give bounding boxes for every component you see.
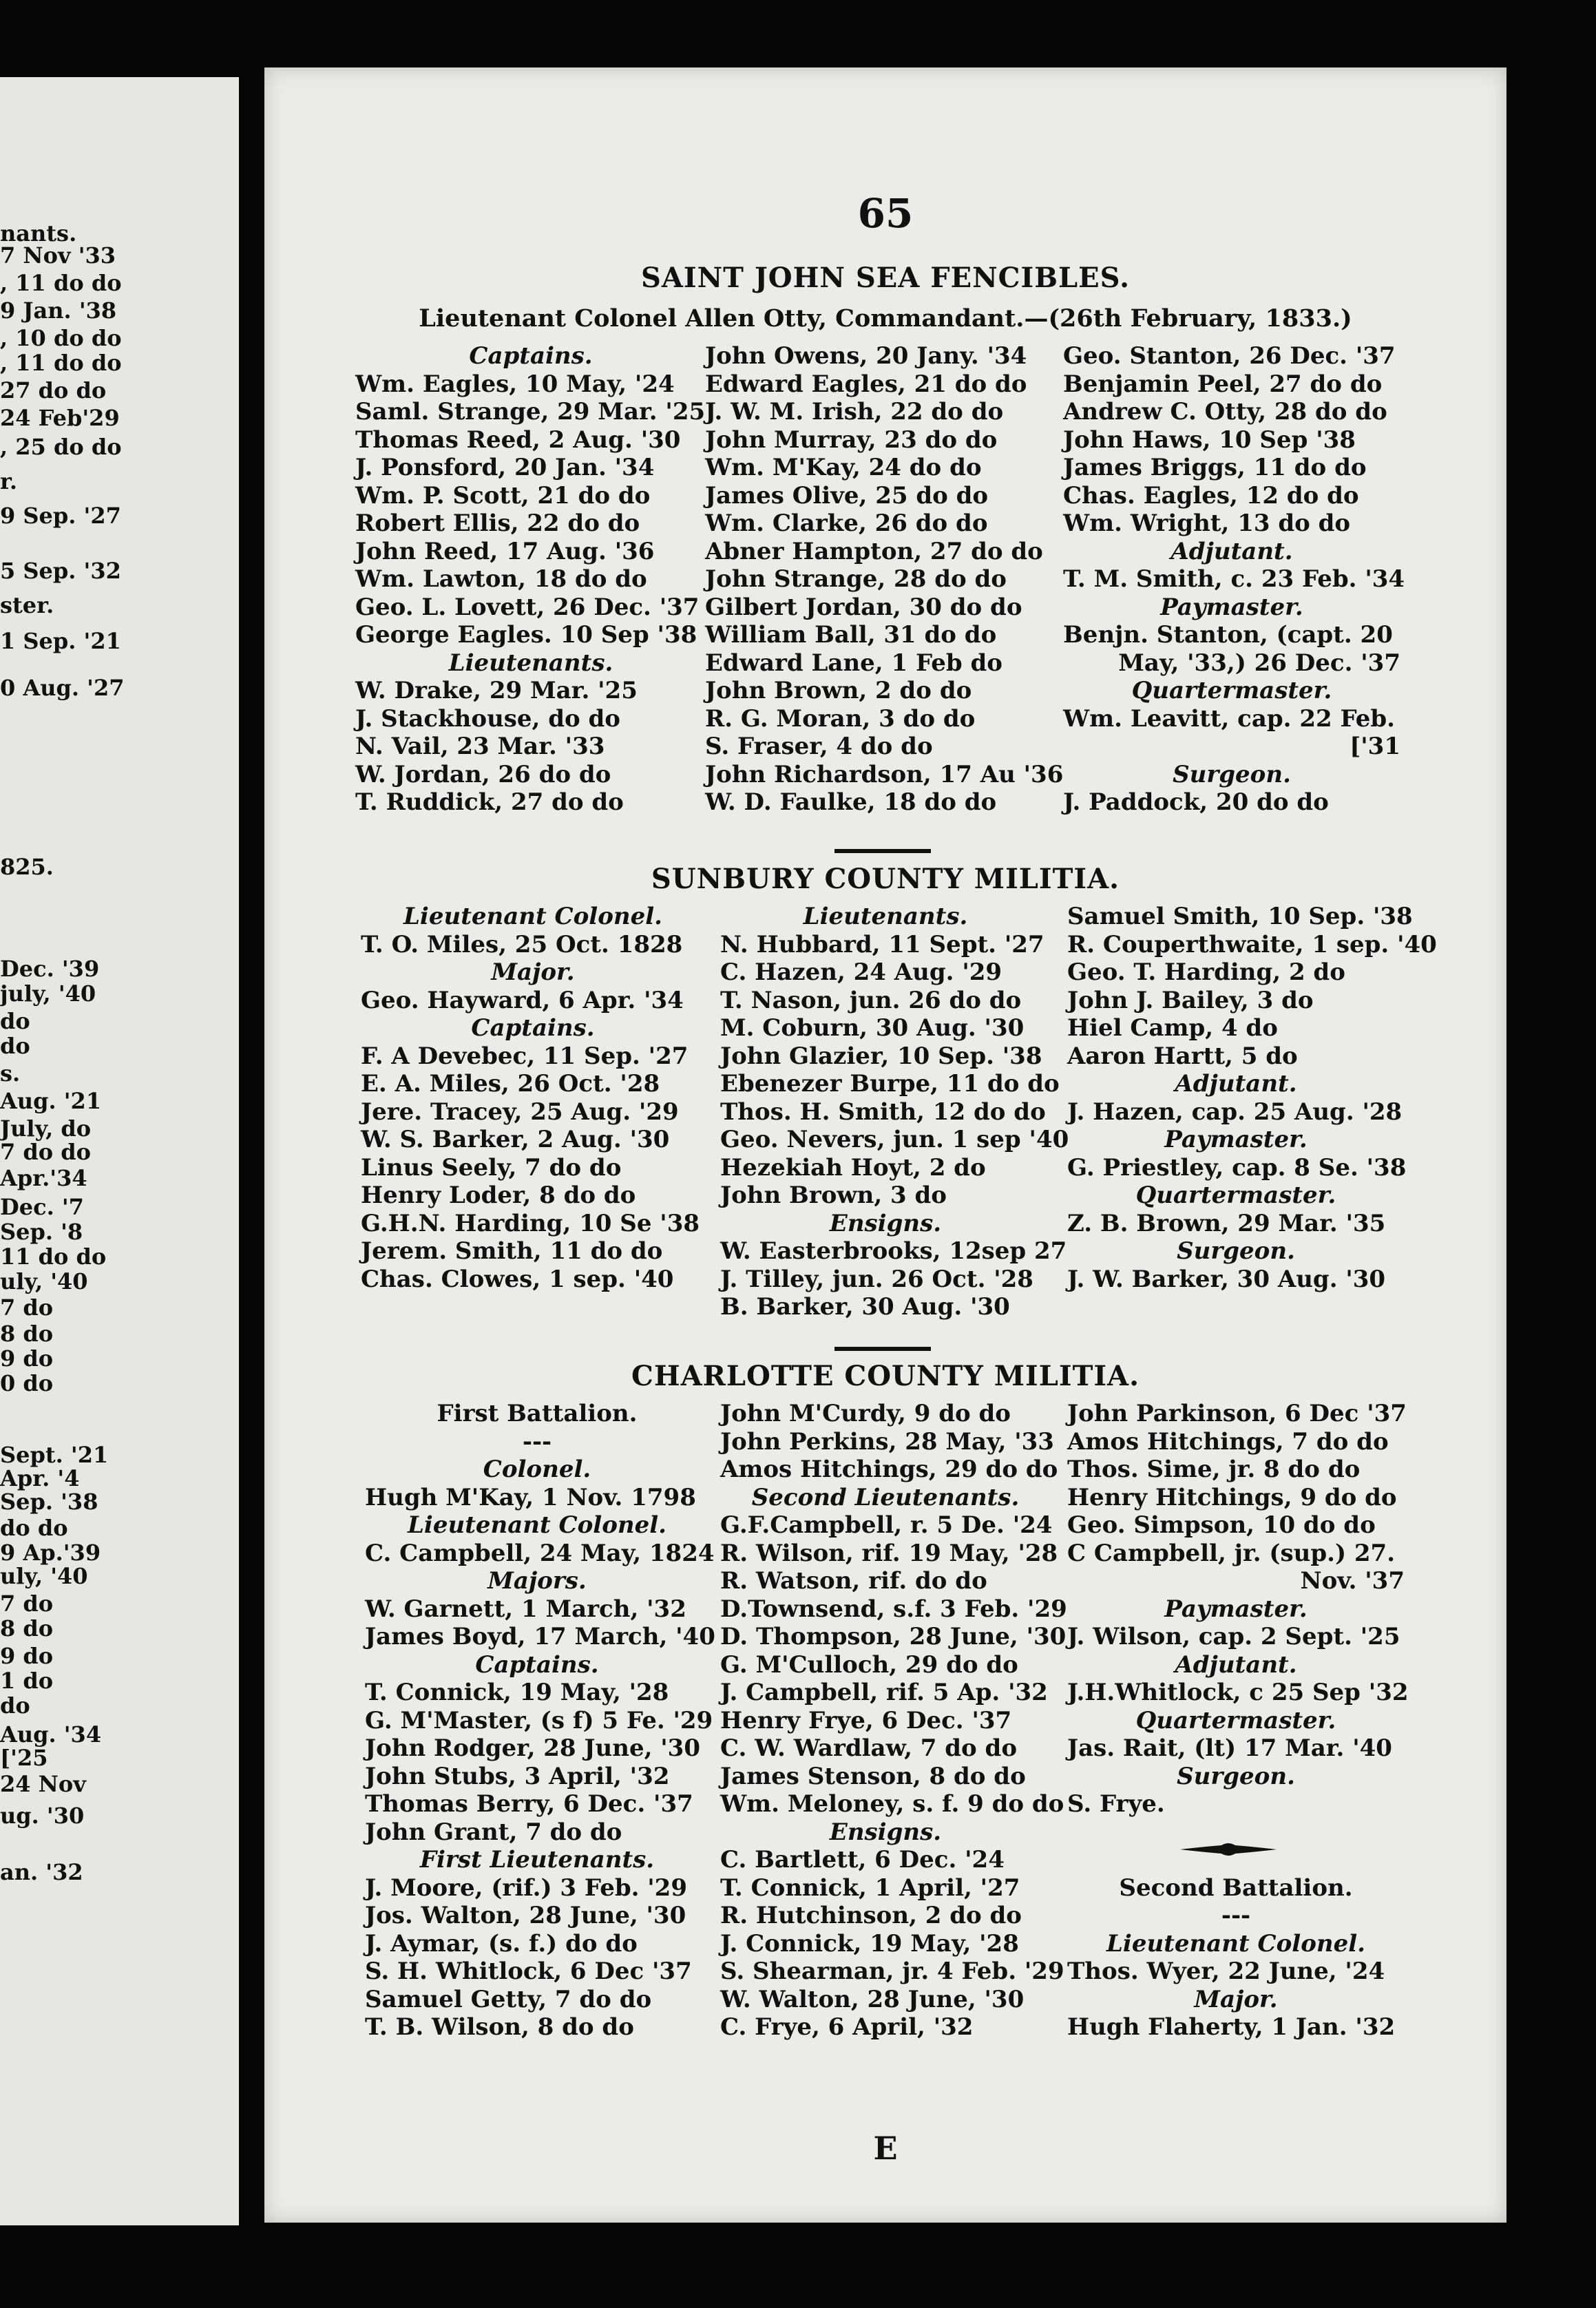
officer-entry: John Murray, 23 do do [705,426,998,454]
left-margin-fragment: r. [0,468,18,494]
rank-heading: Lieutenant Colonel. [1106,1929,1365,1958]
officer-entry: S. H. Whitlock, 6 Dec '37 [365,1958,692,1985]
battalion-heading: --- [1221,1902,1251,1929]
officer-entry: Andrew C. Otty, 28 do do [1063,398,1387,426]
section-title-sunbury: SUNBURY COUNTY MILITIA. [651,863,1120,895]
left-margin-fragment: do do [0,1515,68,1541]
left-margin-fragment: 11 do do [0,1244,107,1270]
rank-heading: Quartermaster. [1131,677,1332,704]
officer-entry: R. Hutchinson, 2 do do [720,1902,1022,1929]
officer-entry: C. W. Wardlaw, 7 do do [720,1734,1017,1762]
left-margin-fragment: 9 Sep. '27 [0,503,121,529]
ornamental-rule-icon [1180,1841,1277,1858]
left-margin-fragment: 24 Feb'29 [0,405,120,431]
officer-entry: D.Townsend, s.f. 3 Feb. '29 [720,1595,1067,1623]
left-margin-fragment: 8 do [0,1615,54,1641]
officer-entry: W. D. Faulke, 18 do do [705,788,997,816]
officer-entry: J. W. Barker, 30 Aug. '30 [1067,1265,1386,1293]
rank-heading: Majors. [487,1567,587,1595]
battalion-heading: Second Battalion. [1119,1874,1353,1902]
officer-entry: C Campbell, jr. (sup.) 27. [1067,1539,1396,1567]
officer-entry: S. Shearman, jr. 4 Feb. '29 [720,1958,1064,1985]
rank-heading: Second Lieutenants. [751,1483,1020,1511]
left-margin-fragment: s. [0,1060,21,1087]
sea-fencibles-column-1 [355,342,706,817]
officer-entry: John Rodger, 28 June, '30 [365,1734,700,1762]
officer-entry: Ebenezer Burpe, 11 do do [720,1070,1060,1098]
left-margin-fragment: an. '32 [0,1859,83,1885]
sunbury-column-1 [361,903,705,1293]
officer-entry: T. O. Miles, 25 Oct. 1828 [361,930,683,958]
officer-entry: Gilbert Jordan, 30 do do [705,593,1022,621]
left-margin-fragment: Sep. '38 [0,1489,98,1515]
officer-entry: Jere. Tracey, 25 Aug. '29 [361,1098,679,1126]
officer-entry: Linus Seely, 7 do do [361,1153,622,1182]
officer-entry: S. Fraser, 4 do do [705,733,933,760]
officer-entry: T. M. Smith, c. 23 Feb. '34 [1063,565,1405,593]
left-margin-fragment: do [0,1033,30,1059]
officer-entry: N. Hubbard, 11 Sept. '27 [720,930,1044,958]
left-margin-fragment: 5 Sep. '32 [0,558,121,584]
document-page [264,67,1506,2223]
officer-entry: J. Connick, 19 May, '28 [720,1929,1019,1958]
left-margin-fragment: 0 do [0,1370,54,1396]
officer-entry: John Grant, 7 do do [365,1818,622,1846]
rank-heading: Ensigns. [829,1818,942,1846]
left-margin-fragment: Dec. '7 [0,1194,84,1220]
officer-entry: R. G. Moran, 3 do do [705,704,976,733]
officer-entry: Abner Hampton, 27 do do [705,537,1043,565]
officer-entry: J. W. M. Irish, 22 do do [705,398,1004,426]
officer-entry: C. Bartlett, 6 Dec. '24 [720,1846,1005,1874]
officer-entry: Wm. Wright, 13 do do [1063,510,1351,537]
officer-entry: John Glazier, 10 Sep. '38 [720,1042,1042,1070]
section-title-charlotte: CHARLOTTE COUNTY MILITIA. [631,1360,1140,1392]
rank-heading: Lieutenant Colonel. [408,1511,666,1539]
officer-entry: Hugh Flaherty, 1 Jan. '32 [1067,2013,1396,2041]
officer-entry: Geo. Hayward, 6 Apr. '34 [361,986,684,1014]
officer-entry: Hugh M'Kay, 1 Nov. 1798 [365,1483,696,1511]
left-margin-fragment: Sept. '21 [0,1442,109,1468]
officer-entry: John M'Curdy, 9 do do [720,1400,1011,1427]
officer-entry: T. B. Wilson, 8 do do [365,2013,634,2041]
officer-entry-continuation: Nov. '37 [1300,1567,1405,1595]
officer-entry: T. Connick, 19 May, '28 [365,1679,669,1706]
left-margin-fragment: , 11 do do [0,350,122,376]
section-divider [834,1347,931,1351]
officer-entry: W. S. Barker, 2 Aug. '30 [361,1126,670,1153]
officer-entry: C. Hazen, 24 Aug. '29 [720,958,1002,986]
rank-heading: Quartermaster. [1135,1182,1336,1209]
officer-entry: John Strange, 28 do do [705,565,1007,593]
officer-entry: G. Priestley, cap. 8 Se. '38 [1067,1153,1407,1182]
officer-entry: Samuel Smith, 10 Sep. '38 [1067,903,1413,930]
page-number: 65 [857,190,914,237]
officer-entry: Benjamin Peel, 27 do do [1063,370,1383,398]
officer-entry: Chas. Eagles, 12 do do [1063,481,1359,510]
officer-entry: Geo. Nevers, jun. 1 sep '40 [720,1126,1069,1153]
sea-fencibles-column-3 [1063,342,1405,817]
officer-entry: John Parkinson, 6 Dec '37 [1067,1400,1407,1427]
rank-heading: Paymaster. [1164,1595,1308,1623]
officer-entry: Jerem. Smith, 11 do do [361,1237,663,1265]
officer-entry: James Briggs, 11 do do [1063,454,1367,481]
left-margin-fragment: 27 do do [0,377,107,403]
charlotte-column-3 [1067,1400,1409,2042]
officer-entry: S. Frye. [1067,1790,1165,1818]
battalion-heading: --- [522,1427,552,1456]
left-margin-fragment: Aug. '21 [0,1088,102,1114]
left-margin-fragment: Sep. '8 [0,1219,83,1245]
rank-heading: Paymaster. [1164,1126,1308,1153]
officer-entry: James Stenson, 8 do do [720,1762,1026,1790]
officer-entry: W. Drake, 29 Mar. '25 [355,677,638,704]
officer-entry: T. Ruddick, 27 do do [355,788,624,816]
left-margin-fragment: 825. [0,854,54,880]
rank-heading: Captains. [469,342,593,370]
left-margin-fragment: uly, '40 [0,1563,88,1589]
section-subtitle-sea-fencibles: Lieutenant Colonel Allen Otty, Commandant.—(26th February, 1833.) [419,304,1352,333]
officer-entry: R. Watson, rif. do do [720,1567,987,1595]
left-margin-fragment: , 25 do do [0,434,122,460]
section-divider [834,849,931,853]
left-margin-fragment: Apr. '4 [0,1465,80,1491]
rank-heading: Adjutant. [1170,537,1293,565]
left-margin-fragment: 24 Nov [0,1771,86,1797]
sunbury-column-2 [720,903,1069,1321]
officer-entry: Geo. L. Lovett, 26 Dec. '37 [355,593,700,621]
officer-entry: J. Paddock, 20 do do [1063,788,1329,816]
rank-heading: First Lieutenants. [419,1846,655,1874]
officer-entry: John Reed, 17 Aug. '36 [355,537,655,565]
officer-entry: Hezekiah Hoyt, 2 do [720,1153,986,1182]
officer-entry: Hiel Camp, 4 do [1067,1014,1278,1042]
officer-entry: J. Moore, (rif.) 3 Feb. '29 [365,1874,687,1902]
left-margin-fragment: 7 do do [0,1139,91,1165]
officer-entry: R. Wilson, rif. 19 May, '28 [720,1539,1058,1567]
rank-heading: Lieutenants. [448,649,613,677]
officer-entry: Henry Hitchings, 9 do do [1067,1483,1397,1511]
rank-heading: Adjutant. [1175,1070,1297,1098]
officer-entry: W. Garnett, 1 March, '32 [365,1595,686,1623]
officer-entry: C. Campbell, 24 May, 1824 [365,1539,715,1567]
officer-entry-continuation: May, '33,) 26 Dec. '37 [1118,649,1400,677]
charlotte-column-1 [365,1400,715,2042]
sunbury-column-3 [1067,903,1437,1293]
rank-heading: Surgeon. [1173,760,1291,788]
officer-entry: Wm. M'Kay, 24 do do [705,454,982,481]
officer-entry: G.F.Campbell, r. 5 De. '24 [720,1511,1053,1539]
officer-entry: Henry Loder, 8 do do [361,1182,636,1209]
officer-entry: D. Thompson, 28 June, '30 [720,1623,1067,1650]
officer-entry: Thos. Wyer, 22 June, '24 [1067,1958,1385,1985]
officer-entry: Edward Eagles, 21 do do [705,370,1027,398]
left-margin-fragment: 1 do [0,1668,54,1694]
officer-entry: Saml. Strange, 29 Mar. '25 [355,398,706,426]
officer-entry: James Boyd, 17 March, '40 [365,1623,715,1650]
left-margin-fragment: do [0,1692,30,1719]
officer-entry: Samuel Getty, 7 do do [365,1985,652,2013]
left-margin-fragment: july, '40 [0,980,96,1007]
officer-entry: Wm. Clarke, 26 do do [705,510,988,537]
left-margin-fragment: 9 Jan. '38 [0,297,117,324]
officer-entry: J. Campbell, rif. 5 Ap. '32 [720,1679,1048,1706]
rank-heading: Major. [1194,1985,1278,2013]
charlotte-column-2 [720,1400,1067,2042]
officer-entry: John Perkins, 28 May, '33 [720,1427,1054,1456]
left-margin-fragment: Apr.'34 [0,1165,87,1191]
officer-entry: N. Vail, 23 Mar. '33 [355,733,605,760]
rank-heading: Paymaster. [1160,593,1303,621]
officer-entry: F. A Devebec, 11 Sep. '27 [361,1042,689,1070]
rank-heading: Surgeon. [1177,1237,1295,1265]
left-margin-fragment: 7 do [0,1591,54,1617]
officer-entry: Chas. Clowes, 1 sep. '40 [361,1265,674,1293]
rank-heading: Quartermaster. [1135,1706,1336,1734]
officer-entry: Wm. P. Scott, 21 do do [355,481,651,510]
left-margin-fragment: uly, '40 [0,1268,88,1294]
rank-heading: Captains. [471,1014,595,1042]
officer-entry: James Olive, 25 do do [705,481,989,510]
officer-entry: T. Connick, 1 April, '27 [720,1874,1020,1902]
left-margin-fragment: 7 do [0,1294,54,1321]
officer-entry: G.H.N. Harding, 10 Se '38 [361,1209,700,1237]
officer-entry: T. Nason, jun. 26 do do [720,986,1022,1014]
officer-entry: John Brown, 3 do [720,1182,947,1209]
left-margin-fragment: 7 Nov '33 [0,242,116,269]
left-margin-fragment: nants. [0,220,77,246]
rank-heading: Surgeon. [1177,1762,1295,1790]
officer-entry: J. Stackhouse, do do [355,704,620,733]
officer-entry: Henry Frye, 6 Dec. '37 [720,1706,1012,1734]
officer-entry: J. Aymar, (s. f.) do do [365,1929,638,1958]
officer-entry: W. Jordan, 26 do do [355,760,611,788]
officer-entry: Wm. Meloney, s. f. 9 do do [720,1790,1064,1818]
officer-entry: Benjn. Stanton, (capt. 20 [1063,621,1393,649]
rank-heading: Ensigns. [829,1209,942,1237]
officer-entry: Amos Hitchings, 29 do do [720,1456,1058,1483]
officer-entry: Wm. Leavitt, cap. 22 Feb. [1063,704,1396,733]
rank-heading: Adjutant. [1175,1650,1297,1679]
battalion-heading: First Battalion. [437,1400,638,1427]
officer-entry: W. Walton, 28 June, '30 [720,1985,1025,2013]
officer-entry: William Ball, 31 do do [705,621,997,649]
left-margin-fragment: 1 Sep. '21 [0,628,121,654]
officer-entry: W. Easterbrooks, 12sep 27 [720,1237,1067,1265]
officer-entry: Jos. Walton, 28 June, '30 [365,1902,686,1929]
left-margin-fragment: 9 Ap.'39 [0,1540,101,1566]
officer-entry: M. Coburn, 30 Aug. '30 [720,1014,1025,1042]
left-margin-fragment: ug. '30 [0,1803,85,1829]
officer-entry: John J. Bailey, 3 do [1067,986,1314,1014]
officer-entry: Jas. Rait, (lt) 17 Mar. '40 [1067,1734,1392,1762]
officer-entry: John Richardson, 17 Au '36 [705,760,1064,788]
officer-entry: Robert Ellis, 22 do do [355,510,640,537]
rank-heading: Lieutenants. [803,903,968,930]
adjacent-page-fragment [0,77,239,2225]
officer-entry: Thomas Berry, 6 Dec. '37 [365,1790,693,1818]
officer-entry: Edward Lane, 1 Feb do [705,649,1002,677]
officer-entry: Z. B. Brown, 29 Mar. '35 [1067,1209,1386,1237]
officer-entry: John Haws, 10 Sep '38 [1063,426,1356,454]
officer-entry: Wm. Lawton, 18 do do [355,565,647,593]
officer-entry: Wm. Eagles, 10 May, '24 [355,370,675,398]
left-margin-fragment: ster. [0,592,54,618]
left-margin-fragment: 8 do [0,1321,54,1347]
officer-entry: Thos. H. Smith, 12 do do [720,1098,1046,1126]
officer-entry: C. Frye, 6 April, '32 [720,2013,974,2041]
officer-entry: G. M'Master, (s f) 5 Fe. '29 [365,1706,713,1734]
left-margin-fragment: 0 Aug. '27 [0,675,125,701]
officer-entry: E. A. Miles, 26 Oct. '28 [361,1070,660,1098]
left-margin-fragment: 9 do [0,1643,54,1669]
officer-entry: John Brown, 2 do do [705,677,972,704]
rank-heading: Major. [491,958,575,986]
rank-heading: Lieutenant Colonel. [403,903,662,930]
officer-entry: B. Barker, 30 Aug. '30 [720,1293,1010,1321]
sea-fencibles-column-2 [705,342,1064,817]
officer-entry: J. Wilson, cap. 2 Sept. '25 [1067,1623,1400,1650]
officer-entry: Geo. T. Harding, 2 do [1067,958,1345,986]
left-margin-fragment: , 11 do do [0,270,122,296]
printer-signature-mark: E [873,2130,898,2167]
left-margin-fragment: , 10 do do [0,325,122,351]
officer-entry: Geo. Simpson, 10 do do [1067,1511,1376,1539]
officer-entry-continuation: ['31 [1350,733,1400,760]
left-margin-fragment: ['25 [0,1745,48,1771]
officer-entry: Geo. Stanton, 26 Dec. '37 [1063,342,1396,370]
section-title-sea-fencibles: SAINT JOHN SEA FENCIBLES. [640,262,1131,294]
left-margin-fragment: Aug. '34 [0,1721,102,1748]
officer-entry: John Owens, 20 Jany. '34 [705,342,1027,370]
rank-heading: Captains. [475,1650,599,1679]
officer-entry: J.H.Whitlock, c 25 Sep '32 [1067,1679,1409,1706]
officer-entry: Amos Hitchings, 7 do do [1067,1427,1389,1456]
officer-entry: John Stubs, 3 April, '32 [365,1762,670,1790]
left-margin-fragment: Dec. '39 [0,956,100,982]
officer-entry: Aaron Hartt, 5 do [1067,1042,1298,1070]
officer-entry: Thomas Reed, 2 Aug. '30 [355,426,681,454]
rank-heading: Colonel. [483,1456,591,1483]
officer-entry: R. Couperthwaite, 1 sep. '40 [1067,930,1437,958]
officer-entry: George Eagles. 10 Sep '38 [355,621,697,649]
officer-entry: G. M'Culloch, 29 do do [720,1650,1018,1679]
officer-entry: J. Tilley, jun. 26 Oct. '28 [720,1265,1033,1293]
left-margin-fragment: do [0,1008,30,1034]
officer-entry: J. Ponsford, 20 Jan. '34 [355,454,655,481]
left-margin-fragment: July, do [0,1115,92,1142]
officer-entry: J. Hazen, cap. 25 Aug. '28 [1067,1098,1403,1126]
officer-entry: Thos. Sime, jr. 8 do do [1067,1456,1361,1483]
left-margin-fragment: 9 do [0,1345,54,1372]
